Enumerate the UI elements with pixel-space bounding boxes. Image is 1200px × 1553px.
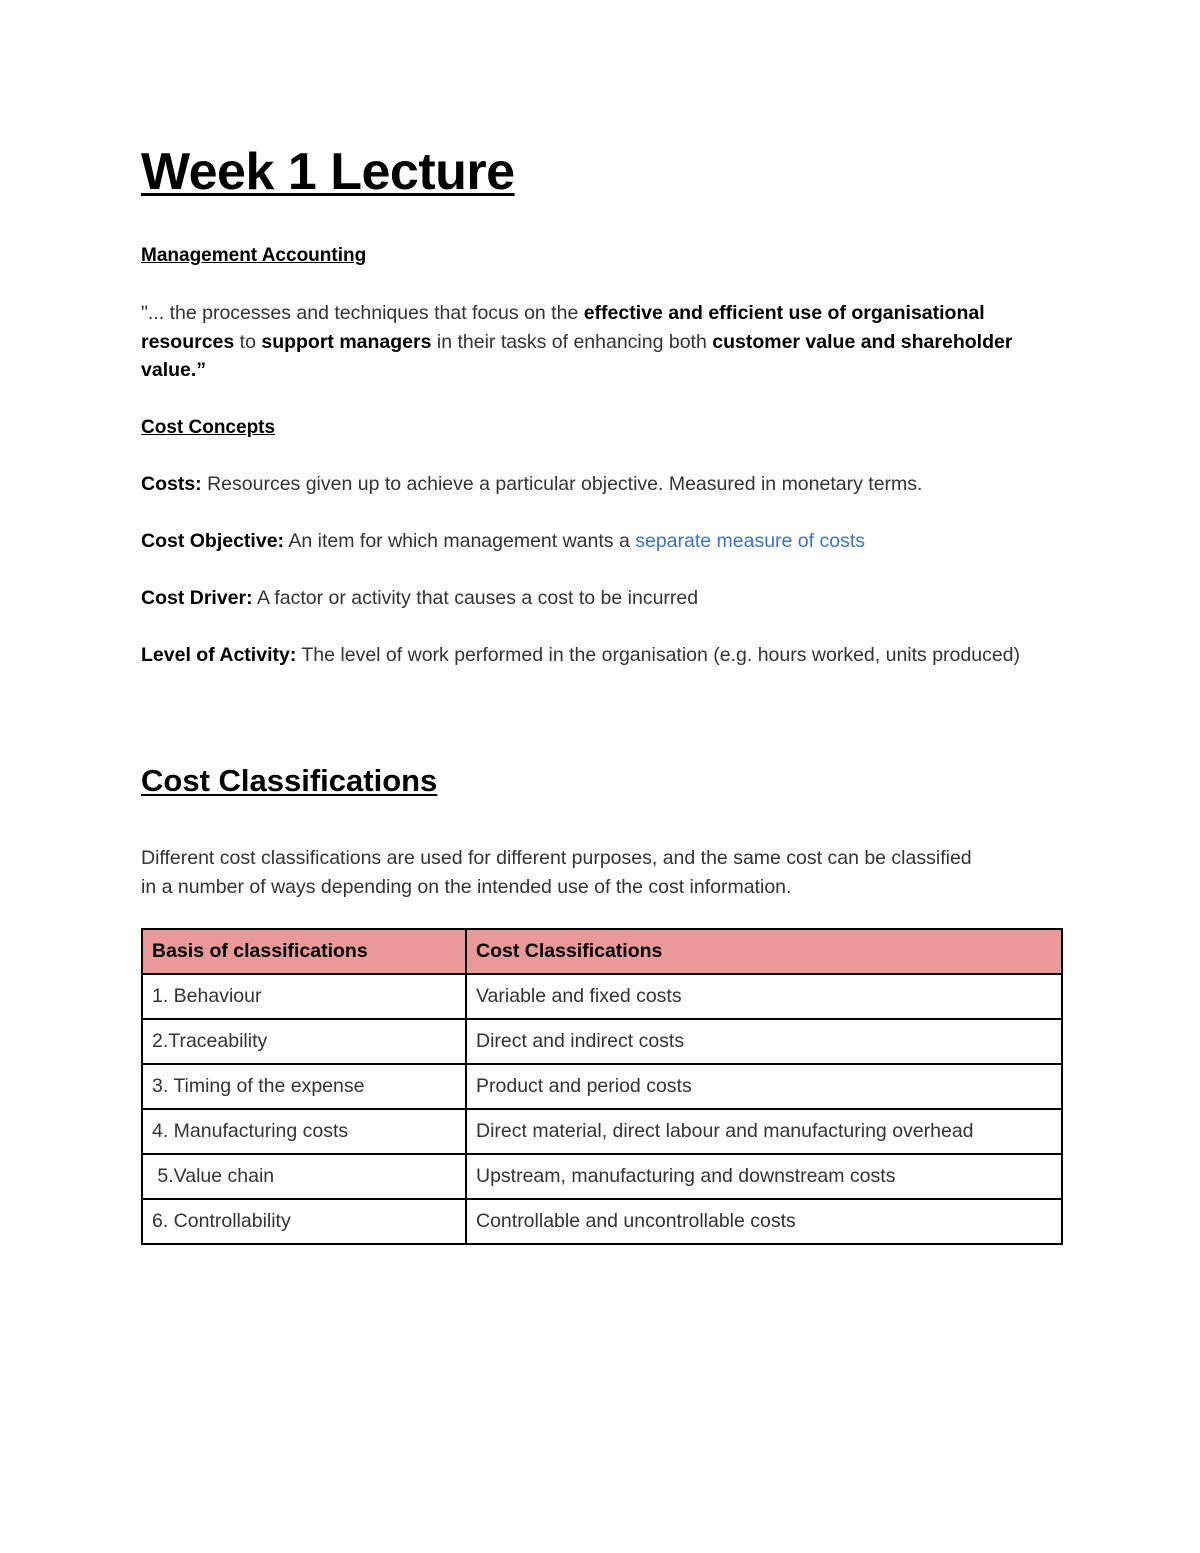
basis-cell: 2.Traceability	[142, 1019, 466, 1064]
header-basis: Basis of classifications	[142, 929, 466, 974]
concept-term: Costs:	[141, 473, 202, 495]
concept-cost-driver	[141, 584, 1041, 613]
quote-bold-2: support managers	[261, 330, 432, 353]
separate-measure-link[interactable]: separate measure of costs	[635, 530, 866, 552]
concept-term: Level of Activity:	[141, 644, 297, 666]
quote-bold-3: customer value and shareholder value.”	[141, 330, 1013, 381]
table-header-row	[142, 929, 1062, 974]
page-title: Week 1 Lecture	[141, 143, 515, 201]
concept-costs	[141, 470, 1041, 499]
table-row	[142, 1199, 1062, 1244]
basis-cell: 3. Timing of the expense	[142, 1064, 466, 1109]
basis-cell: 4. Manufacturing costs	[142, 1109, 466, 1154]
basis-cell: 6. Controllability	[142, 1199, 466, 1244]
concept-term: Cost Driver:	[141, 587, 253, 609]
quote-text-1: "... the processes and techniques that focus on the	[141, 302, 584, 324]
classification-cell: Upstream, manufacturing and downstream costs	[466, 1154, 1062, 1199]
cost-classifications-heading: Cost Classifications	[141, 763, 438, 798]
concept-cost-objective	[141, 527, 1041, 556]
concept-term: Cost Objective:	[141, 530, 285, 552]
basis-cell: 1. Behaviour	[142, 974, 466, 1019]
header-classifications: Cost Classifications	[466, 929, 1062, 974]
classification-cell: Product and period costs	[466, 1064, 1062, 1109]
table-row	[142, 1154, 1062, 1199]
quote-text-2: to	[234, 330, 262, 353]
classification-cell: Variable and fixed costs	[466, 974, 1062, 1019]
table-row	[142, 1109, 1062, 1154]
basis-cell: 5.Value chain	[142, 1154, 466, 1199]
quote-text-3: in their tasks of enhancing both	[431, 330, 713, 353]
concept-definition: A factor or activity that causes a cost to be incurred	[252, 587, 699, 609]
concept-definition: Resources given up to achieve a particular objective. Measured in monetary terms.	[201, 473, 923, 495]
concept-definition: The level of work performed in the organisation (e.g. hours worked, units produced)	[296, 644, 1021, 666]
cost-concepts-heading: Cost Concepts	[141, 417, 276, 438]
classification-cell: Direct material, direct labour and manufacturing overhead	[466, 1109, 1062, 1154]
management-accounting-quote	[141, 299, 1036, 385]
classification-table	[141, 928, 1063, 1245]
concept-level-of-activity	[141, 641, 1021, 670]
table-row	[142, 1064, 1062, 1109]
quote-bold-1: effective and efficient use of organisational resources	[141, 302, 985, 353]
table-row	[142, 974, 1062, 1019]
concept-definition: An item for which management wants a	[284, 530, 636, 552]
table-row	[142, 1019, 1062, 1064]
classification-cell: Direct and indirect costs	[466, 1019, 1062, 1064]
management-accounting-heading: Management Accounting	[141, 245, 367, 266]
cost-classifications-intro: Different cost classifications are used for different purposes, and the same cost can be classified in a number of ways depending on the intended use of the cost information.	[141, 847, 972, 898]
classification-cell: Controllable and uncontrollable costs	[466, 1199, 1062, 1244]
